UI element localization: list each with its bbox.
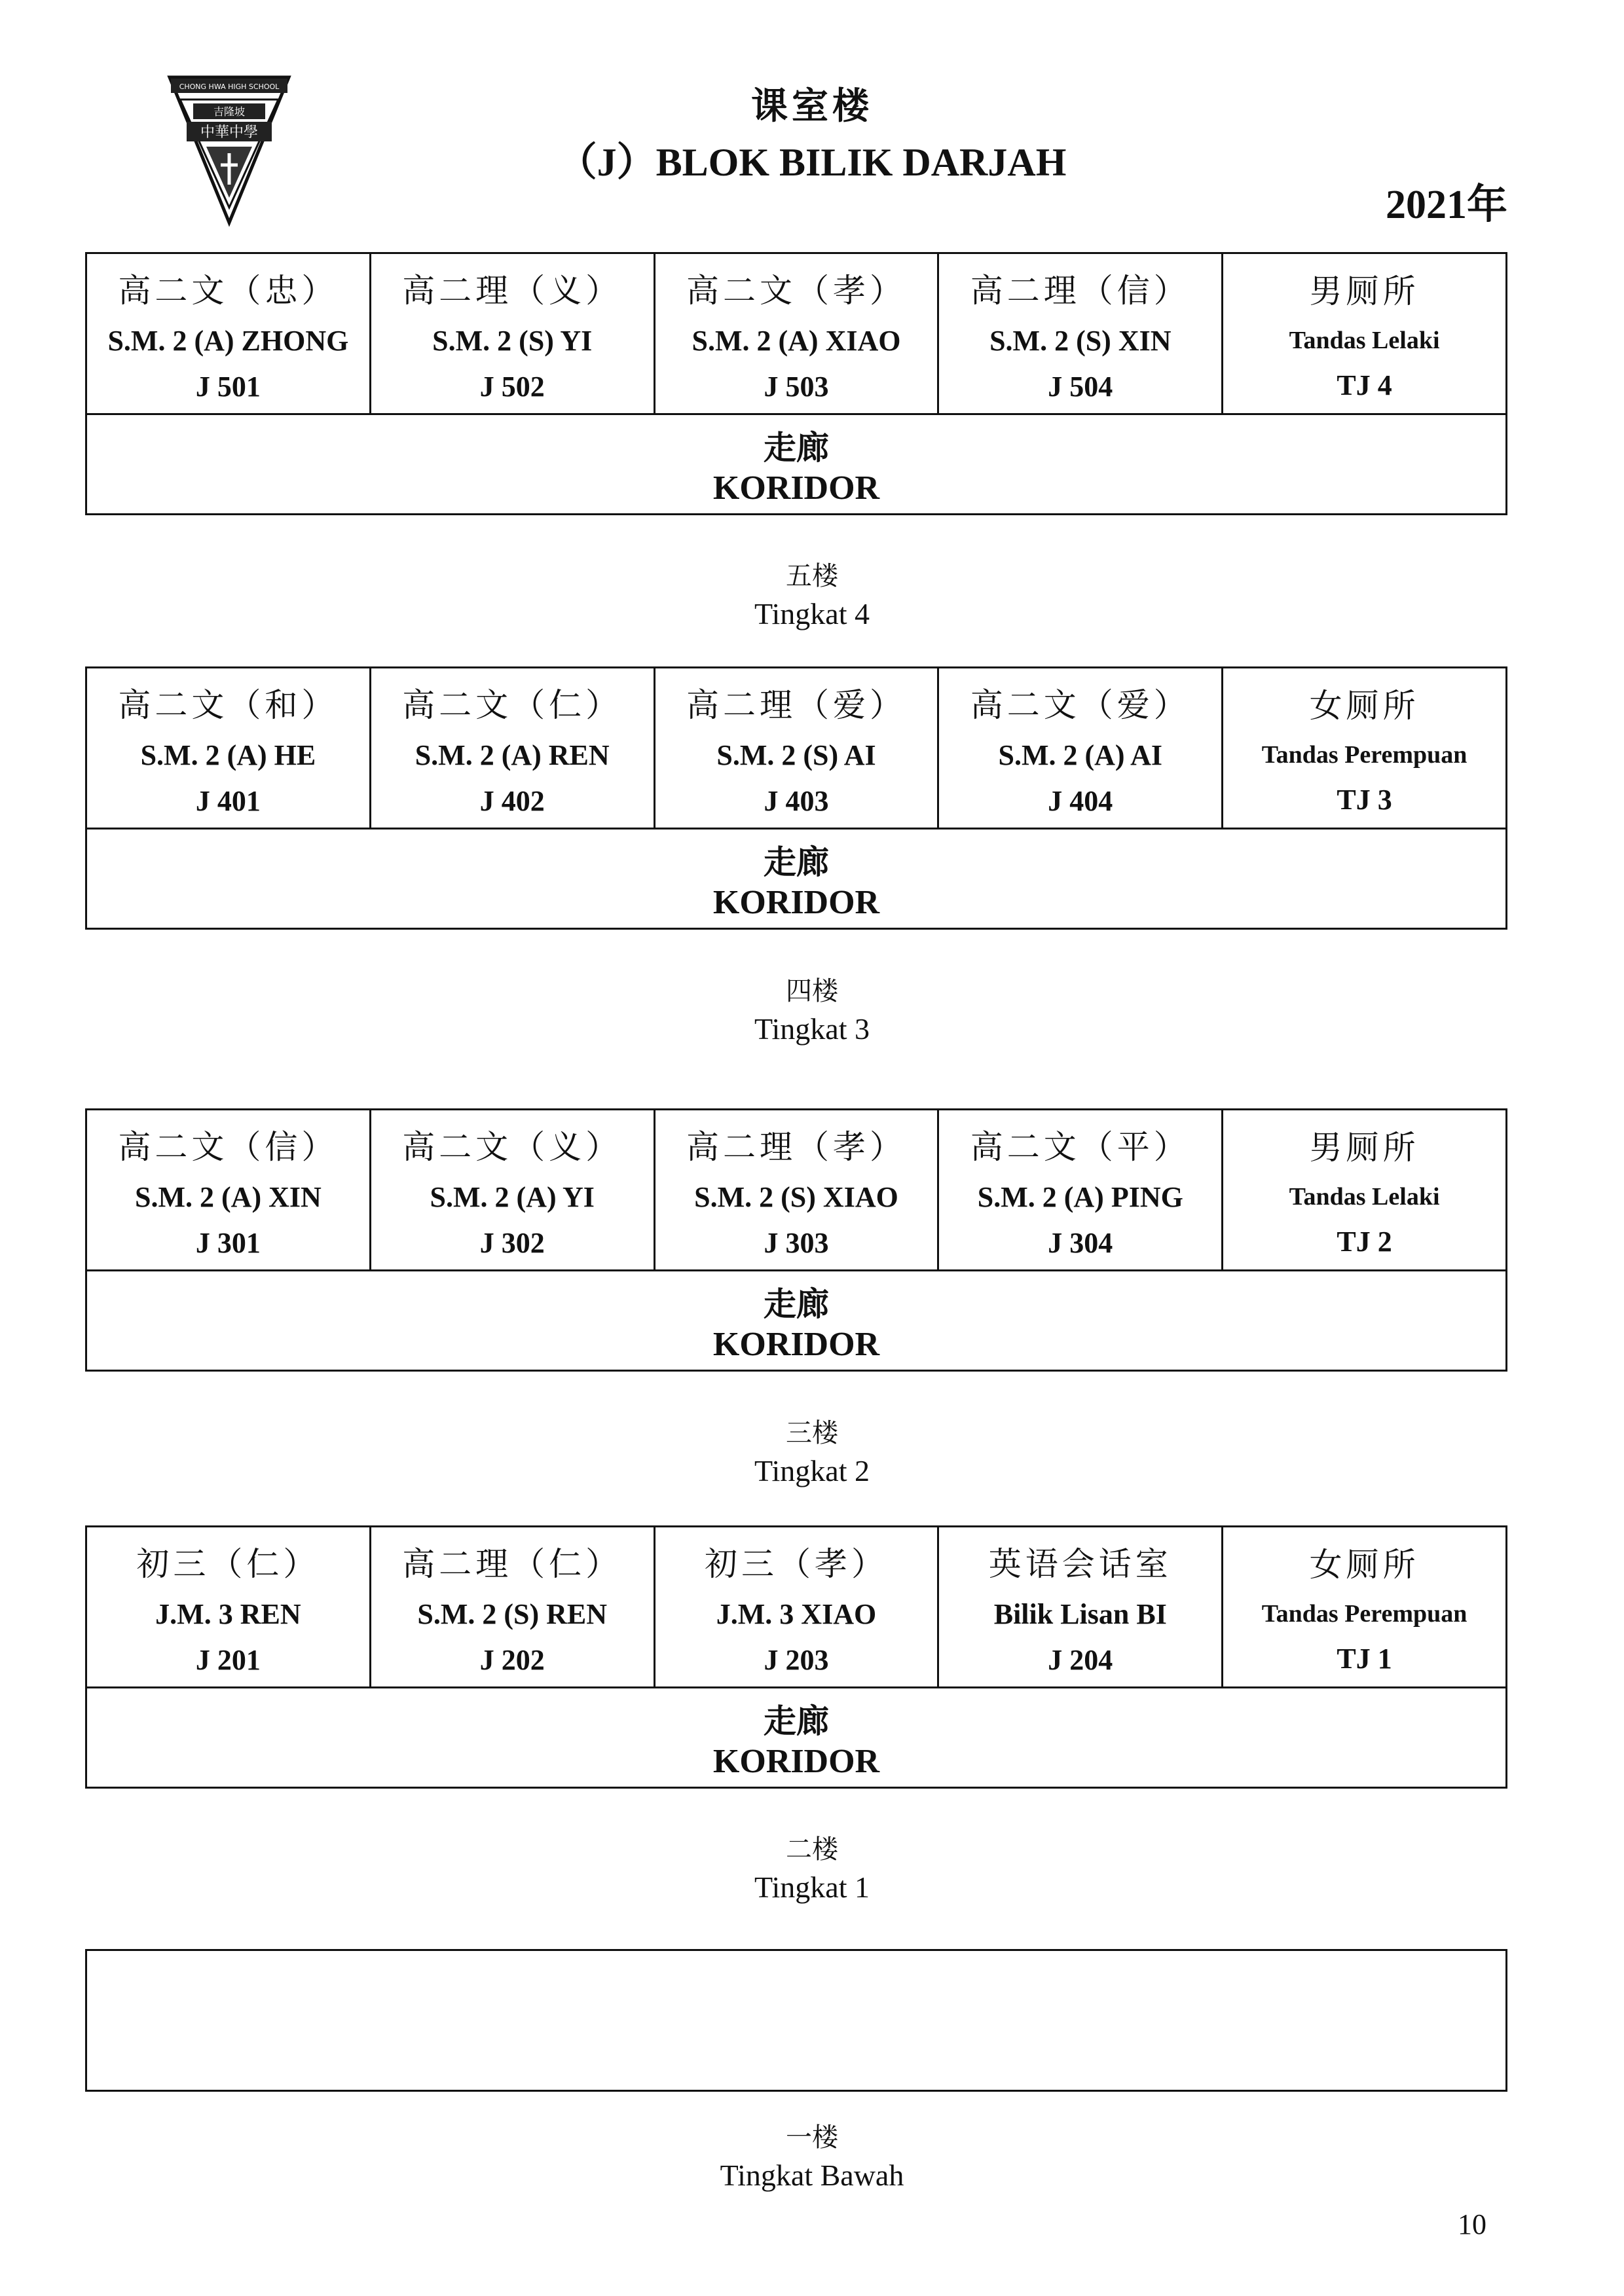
room-code: J 203 (764, 1643, 829, 1676)
room-name-zh: 女厕所 (1309, 686, 1420, 725)
floor-label-en: Tingkat 2 (754, 1454, 870, 1487)
room-code: J 404 (1048, 784, 1113, 817)
room-name-en: S.M. 2 (A) PING (977, 1180, 1183, 1213)
floor-label-en: Tingkat Bawah (720, 2159, 904, 2192)
room-code: TJ 3 (1337, 784, 1392, 816)
room-code: J 401 (195, 784, 261, 817)
room-name-en: S.M. 2 (A) ZHONG (107, 324, 349, 357)
room-code: J 502 (479, 370, 545, 403)
year-label: 2021年 (1385, 183, 1507, 227)
room-name-en: Tandas Lelaki (1289, 1182, 1440, 1211)
floor-table-tingkat-1 (85, 1525, 1507, 1789)
room-cell (939, 1527, 1223, 1686)
room-code: J 302 (479, 1226, 545, 1259)
room-code: TJ 4 (1337, 369, 1392, 402)
floor-label (0, 970, 1624, 1046)
room-code: J 504 (1048, 370, 1113, 403)
floor-label (0, 1412, 1624, 1488)
room-code: TJ 1 (1337, 1643, 1392, 1675)
room-cell (1223, 1527, 1505, 1686)
svg-text:吉隆坡: 吉隆坡 (213, 105, 246, 118)
room-code: J 202 (479, 1643, 545, 1676)
room-cell (655, 668, 940, 828)
room-code: J 501 (195, 370, 261, 403)
room-cell (87, 1527, 371, 1686)
floor-label-en: Tingkat 3 (754, 1012, 870, 1046)
room-cell (655, 1110, 940, 1269)
room-name-zh: 高二理（孝） (686, 1127, 906, 1166)
room-cell (939, 1110, 1223, 1269)
floor-label (0, 555, 1624, 631)
room-row (87, 1110, 1505, 1271)
room-name-en: S.M. 2 (S) XIAO (694, 1180, 898, 1213)
room-name-en: S.M. 2 (A) HE (140, 738, 316, 771)
room-name-zh: 高二理（爱） (686, 685, 906, 724)
room-name-en: S.M. 2 (S) XIN (989, 324, 1172, 357)
room-name-zh: 高二文（孝） (686, 271, 906, 310)
corridor-label-en: KORIDOR (712, 1742, 880, 1780)
floor-label-zh: 四楼 (786, 976, 838, 1006)
room-name-en: Tandas Lelaki (1289, 326, 1440, 354)
room-name-zh: 高二文（义） (402, 1127, 623, 1166)
floor-table-tingkat-2 (85, 1108, 1507, 1372)
room-code: TJ 2 (1337, 1226, 1392, 1258)
ground-floor-box (85, 1949, 1507, 2092)
floor-label (0, 2117, 1624, 2193)
room-name-zh: 初三（孝） (704, 1544, 888, 1583)
room-name-en: Tandas Perempuan (1261, 740, 1467, 769)
room-name-en: S.M. 2 (A) XIN (135, 1180, 322, 1213)
room-name-en: S.M. 2 (A) AI (998, 738, 1163, 771)
corridor (87, 829, 1505, 928)
room-name-en: J.M. 3 XIAO (716, 1597, 877, 1630)
room-name-en: S.M. 2 (S) REN (417, 1597, 608, 1630)
room-name-zh: 男厕所 (1309, 272, 1420, 310)
page-number: 10 (1458, 2208, 1486, 2240)
corridor-label-zh: 走廊 (764, 428, 829, 467)
room-cell (371, 1110, 655, 1269)
room-name-en: Bilik Lisan BI (993, 1597, 1167, 1630)
room-name-zh: 高二文（和） (118, 685, 339, 724)
room-code: J 402 (479, 784, 545, 817)
room-code: J 204 (1048, 1643, 1113, 1676)
corridor (87, 1688, 1505, 1787)
room-code: J 403 (764, 784, 829, 817)
svg-text:中華中學: 中華中學 (200, 124, 259, 141)
room-cell (939, 668, 1223, 828)
room-cell (87, 1110, 371, 1269)
room-cell (87, 254, 371, 413)
room-name-en: Tandas Perempuan (1261, 1599, 1467, 1628)
floor-table-tingkat-4 (85, 252, 1507, 515)
room-name-en: S.M. 2 (S) AI (716, 738, 876, 771)
floor-label-zh: 一楼 (786, 2123, 838, 2153)
page-title-en: （J）BLOK BILIK DARJAH (557, 141, 1067, 184)
room-name-en: S.M. 2 (A) YI (430, 1180, 595, 1213)
room-name-en: S.M. 2 (A) XIAO (692, 324, 901, 357)
svg-text:CHONG HWA HIGH SCHOOL: CHONG HWA HIGH SCHOOL (179, 82, 280, 91)
corridor-label-zh: 走廊 (764, 1701, 829, 1740)
floor-label-en: Tingkat 4 (754, 597, 870, 630)
room-name-zh: 高二文（仁） (402, 685, 623, 724)
corridor-label-en: KORIDOR (712, 469, 880, 507)
room-cell (655, 1527, 940, 1686)
room-name-zh: 高二理（仁） (402, 1544, 623, 1583)
corridor (87, 1271, 1505, 1370)
room-cell (1223, 254, 1505, 413)
room-name-zh: 高二文（忠） (118, 271, 339, 310)
floor-label-zh: 三楼 (786, 1418, 838, 1448)
room-code: J 303 (764, 1226, 829, 1259)
room-name-en: J.M. 3 REN (155, 1597, 301, 1630)
room-cell (939, 254, 1223, 413)
corridor-label-zh: 走廊 (764, 842, 829, 881)
room-name-zh: 男厕所 (1309, 1128, 1420, 1167)
corridor-label-en: KORIDOR (712, 1325, 880, 1363)
room-name-zh: 高二理（义） (402, 271, 623, 310)
floor-label-zh: 五楼 (786, 561, 838, 591)
corridor (87, 415, 1505, 513)
room-name-zh: 高二文（爱） (970, 685, 1190, 724)
room-name-en: S.M. 2 (S) YI (432, 324, 593, 357)
room-row (87, 1527, 1505, 1688)
room-name-en: S.M. 2 (A) REN (415, 738, 610, 771)
room-name-zh: 女厕所 (1309, 1545, 1420, 1584)
room-cell (87, 668, 371, 828)
floor-table-tingkat-3 (85, 666, 1507, 930)
room-name-zh: 高二理（信） (970, 271, 1190, 310)
room-code: J 201 (195, 1643, 261, 1676)
corridor-label-zh: 走廊 (764, 1284, 829, 1323)
room-code: J 301 (195, 1226, 261, 1259)
corridor-label-en: KORIDOR (712, 883, 880, 921)
room-row (87, 254, 1505, 415)
room-cell (1223, 668, 1505, 828)
floor-label (0, 1829, 1624, 1904)
room-name-zh: 初三（仁） (136, 1544, 320, 1583)
page-title-zh: 课室楼 (751, 84, 873, 128)
room-code: J 503 (764, 370, 829, 403)
room-code: J 304 (1048, 1226, 1113, 1259)
room-name-zh: 英语会话室 (988, 1544, 1172, 1583)
room-row (87, 668, 1505, 829)
room-cell (371, 1527, 655, 1686)
room-cell (371, 254, 655, 413)
floor-label-en: Tingkat 1 (754, 1870, 870, 1904)
floor-label-zh: 二楼 (786, 1834, 838, 1865)
room-name-zh: 高二文（信） (118, 1127, 339, 1166)
room-cell (371, 668, 655, 828)
room-cell (1223, 1110, 1505, 1269)
room-name-zh: 高二文（平） (970, 1127, 1190, 1166)
room-cell (655, 254, 940, 413)
